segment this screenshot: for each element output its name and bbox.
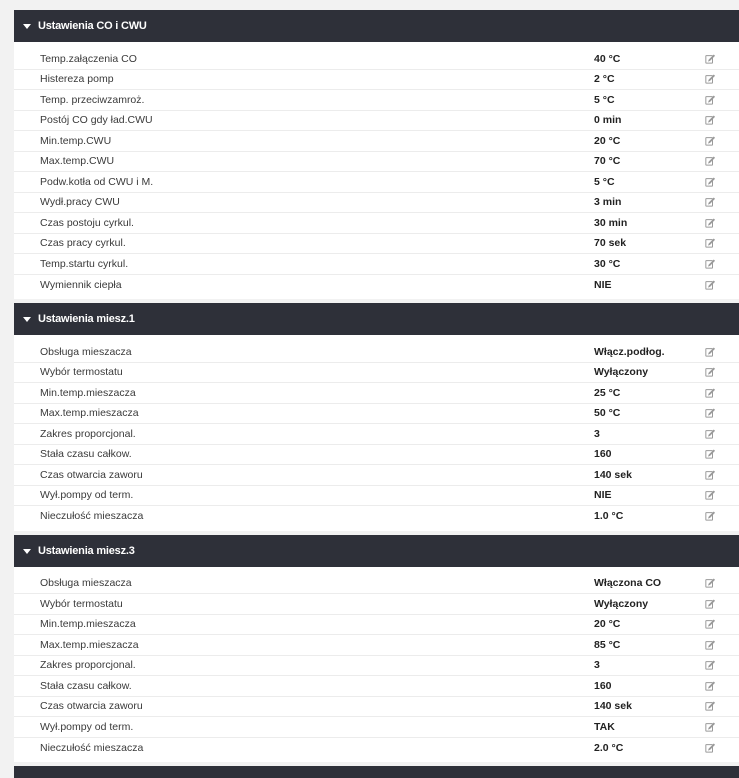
settings-list bbox=[14, 42, 739, 299]
setting-value: 20 °C bbox=[594, 134, 621, 147]
edit-icon[interactable] bbox=[704, 510, 716, 522]
edit-icon[interactable] bbox=[704, 448, 716, 460]
setting-label: Histereza pomp bbox=[40, 73, 114, 86]
top-spacer bbox=[14, 0, 739, 10]
settings-list bbox=[14, 567, 739, 763]
edit-icon[interactable] bbox=[704, 639, 716, 651]
setting-label: Wył.pompy od term. bbox=[40, 720, 134, 733]
setting-label: Nieczułość mieszacza bbox=[40, 741, 144, 754]
setting-value: 85 °C bbox=[594, 638, 621, 651]
setting-label: Wybór termostatu bbox=[40, 597, 123, 610]
edit-icon[interactable] bbox=[704, 53, 716, 65]
edit-icon[interactable] bbox=[704, 73, 716, 85]
setting-label: Nieczułość mieszacza bbox=[40, 510, 144, 523]
settings-section bbox=[14, 303, 739, 531]
setting-row bbox=[14, 213, 739, 234]
edit-icon[interactable] bbox=[704, 489, 716, 501]
setting-value: TAK bbox=[594, 720, 615, 733]
setting-value: NIE bbox=[594, 278, 612, 291]
edit-icon[interactable] bbox=[704, 618, 716, 630]
setting-label: Czas pracy cyrkul. bbox=[40, 237, 126, 250]
edit-icon[interactable] bbox=[704, 680, 716, 692]
setting-value: 140 sek bbox=[594, 700, 632, 713]
setting-label: Min.temp.mieszacza bbox=[40, 386, 136, 399]
setting-label: Temp. przeciwzamroż. bbox=[40, 93, 145, 106]
edit-icon[interactable] bbox=[704, 217, 716, 229]
setting-value: 1.0 °C bbox=[594, 510, 624, 523]
setting-row bbox=[14, 275, 739, 296]
setting-label: Max.temp.mieszacza bbox=[40, 638, 139, 651]
section-header[interactable] bbox=[14, 10, 739, 42]
setting-row bbox=[14, 363, 739, 384]
setting-label: Zakres proporcjonal. bbox=[40, 427, 136, 440]
setting-row bbox=[14, 70, 739, 91]
edit-icon[interactable] bbox=[704, 155, 716, 167]
setting-value: Wyłączony bbox=[594, 366, 649, 379]
caret-down-icon bbox=[23, 317, 31, 322]
edit-icon[interactable] bbox=[704, 279, 716, 291]
setting-row bbox=[14, 465, 739, 486]
setting-row bbox=[14, 697, 739, 718]
setting-row bbox=[14, 172, 739, 193]
edit-icon[interactable] bbox=[704, 258, 716, 270]
edit-icon[interactable] bbox=[704, 598, 716, 610]
edit-icon[interactable] bbox=[704, 407, 716, 419]
edit-icon[interactable] bbox=[704, 94, 716, 106]
setting-row bbox=[14, 738, 739, 759]
setting-row bbox=[14, 131, 739, 152]
setting-row bbox=[14, 152, 739, 173]
setting-row bbox=[14, 615, 739, 636]
edit-icon[interactable] bbox=[704, 237, 716, 249]
setting-row bbox=[14, 717, 739, 738]
setting-value: 2 °C bbox=[594, 73, 615, 86]
setting-label: Max.temp.CWU bbox=[40, 155, 115, 168]
edit-icon[interactable] bbox=[704, 428, 716, 440]
setting-value: 30 °C bbox=[594, 257, 621, 270]
edit-icon[interactable] bbox=[704, 366, 716, 378]
setting-label: Wydł.pracy CWU bbox=[40, 196, 120, 209]
setting-label: Postój CO gdy ład.CWU bbox=[40, 114, 153, 127]
setting-row bbox=[14, 234, 739, 255]
setting-row bbox=[14, 193, 739, 214]
setting-label: Czas otwarcia zaworu bbox=[40, 468, 143, 481]
setting-row bbox=[14, 635, 739, 656]
setting-row bbox=[14, 90, 739, 111]
setting-label: Obsługa mieszacza bbox=[40, 577, 132, 590]
setting-row bbox=[14, 254, 739, 275]
settings-list bbox=[14, 335, 739, 531]
edit-icon[interactable] bbox=[704, 700, 716, 712]
setting-value: Wyłączony bbox=[594, 597, 649, 610]
setting-row bbox=[14, 676, 739, 697]
setting-value: 70 °C bbox=[594, 155, 621, 168]
setting-label: Wymiennik ciepła bbox=[40, 278, 122, 291]
setting-value: 20 °C bbox=[594, 618, 621, 631]
setting-label: Wybór termostatu bbox=[40, 366, 123, 379]
setting-row bbox=[14, 342, 739, 363]
edit-icon[interactable] bbox=[704, 659, 716, 671]
edit-icon[interactable] bbox=[704, 577, 716, 589]
edit-icon[interactable] bbox=[704, 346, 716, 358]
edit-icon[interactable] bbox=[704, 196, 716, 208]
setting-label: Podw.kotła od CWU i M. bbox=[40, 175, 154, 188]
setting-label: Min.temp.CWU bbox=[40, 134, 112, 147]
edit-icon[interactable] bbox=[704, 114, 716, 126]
setting-value: 30 min bbox=[594, 216, 628, 229]
setting-label: Zakres proporcjonal. bbox=[40, 659, 136, 672]
settings-section bbox=[14, 535, 739, 763]
setting-value: 3 min bbox=[594, 196, 622, 209]
setting-label: Max.temp.mieszacza bbox=[40, 407, 139, 420]
section-title: Ustawienia CO i CWU bbox=[38, 20, 147, 32]
section-title: Ustawienia miesz.3 bbox=[38, 544, 135, 557]
setting-label: Temp.załączenia CO bbox=[40, 52, 137, 65]
setting-row bbox=[14, 424, 739, 445]
setting-row bbox=[14, 594, 739, 615]
setting-value: 70 sek bbox=[594, 237, 627, 250]
setting-value: 140 sek bbox=[594, 468, 632, 481]
setting-row bbox=[14, 445, 739, 466]
setting-value: 50 °C bbox=[594, 407, 621, 420]
setting-value: 0 min bbox=[594, 114, 622, 127]
section-title: Ustawienia miesz.1 bbox=[38, 313, 135, 325]
setting-row bbox=[14, 383, 739, 404]
edit-icon[interactable] bbox=[704, 176, 716, 188]
setting-label: Stała czasu całkow. bbox=[40, 679, 132, 692]
setting-label: Czas otwarcia zaworu bbox=[40, 700, 143, 713]
setting-value: 3 bbox=[594, 659, 600, 672]
edit-icon[interactable] bbox=[704, 387, 716, 399]
edit-icon[interactable] bbox=[704, 742, 716, 754]
setting-value: 160 bbox=[594, 679, 612, 692]
setting-label: Obsługa mieszacza bbox=[40, 345, 132, 358]
setting-row bbox=[14, 111, 739, 132]
setting-row bbox=[14, 506, 739, 527]
setting-row bbox=[14, 656, 739, 677]
setting-label: Wył.pompy od term. bbox=[40, 489, 134, 502]
setting-value: 5 °C bbox=[594, 93, 615, 106]
setting-row bbox=[14, 49, 739, 70]
setting-value: 5 °C bbox=[594, 175, 615, 188]
setting-label: Czas postoju cyrkul. bbox=[40, 216, 134, 229]
setting-value: Włącz.podłog. bbox=[594, 345, 665, 358]
setting-label: Temp.startu cyrkul. bbox=[40, 257, 129, 270]
settings-section bbox=[14, 10, 739, 299]
setting-value: 3 bbox=[594, 427, 600, 440]
setting-value: 25 °C bbox=[594, 386, 621, 399]
setting-label: Min.temp.mieszacza bbox=[40, 618, 136, 631]
setting-row bbox=[14, 404, 739, 425]
setting-row bbox=[14, 574, 739, 595]
edit-icon[interactable] bbox=[704, 469, 716, 481]
setting-row bbox=[14, 486, 739, 507]
caret-down-icon bbox=[23, 549, 31, 554]
edit-icon[interactable] bbox=[704, 721, 716, 733]
caret-down-icon bbox=[23, 24, 31, 29]
setting-value: NIE bbox=[594, 489, 612, 502]
setting-value: 2.0 °C bbox=[594, 741, 624, 754]
section-header[interactable] bbox=[14, 535, 739, 567]
setting-value: 160 bbox=[594, 448, 612, 461]
sections-container bbox=[14, 10, 739, 762]
setting-label: Stała czasu całkow. bbox=[40, 448, 132, 461]
setting-value: Włączona CO bbox=[594, 577, 662, 590]
section-header[interactable] bbox=[14, 303, 739, 335]
settings-panel bbox=[14, 0, 739, 778]
edit-icon[interactable] bbox=[704, 135, 716, 147]
setting-value: 40 °C bbox=[594, 52, 621, 65]
